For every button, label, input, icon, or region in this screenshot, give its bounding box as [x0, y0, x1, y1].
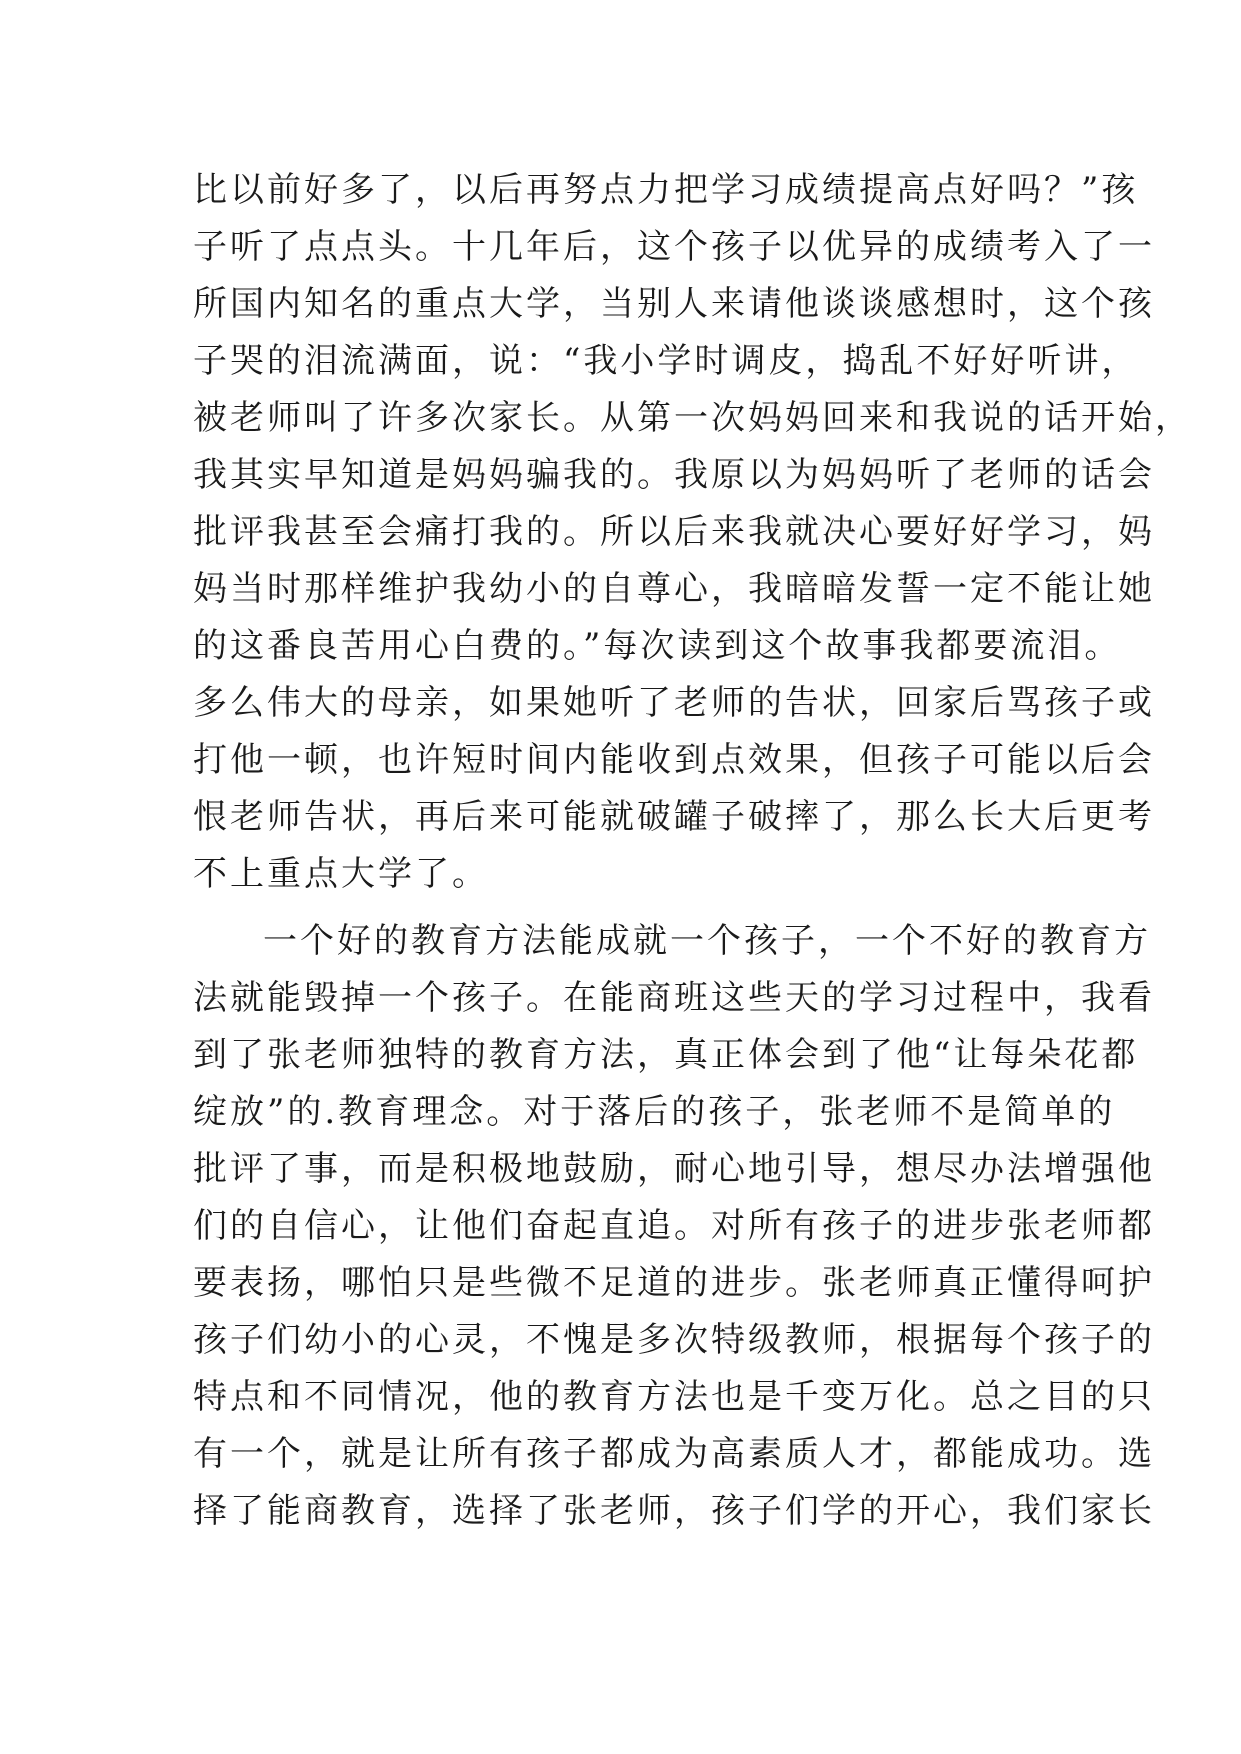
text-line: 被老师叫了许多次家长。从第一次妈妈回来和我说的话开始，	[193, 398, 1192, 438]
paragraph-2	[193, 913, 1155, 1540]
text-line: 子哭的泪流满面，说：“我小学时调皮，捣乱不好好听讲，	[193, 341, 1139, 381]
text-line: 绽放”的.教育理念。对于落后的孩子，张老师不是简单的	[193, 1092, 1116, 1132]
text-line: 法就能毁掉一个孩子。在能商班这些天的学习过程中，我看	[193, 978, 1155, 1018]
text-line: 孩子们幼小的心灵，不愧是多次特级教师，根据每个孩子的	[193, 1320, 1155, 1360]
text-line: 比以前好多了，以后再努点力把学习成绩提高点好吗？”孩	[193, 170, 1139, 210]
text-line: 择了能商教育，选择了张老师，孩子们学的开心，我们家长	[193, 1491, 1155, 1531]
text-line: 一个好的教育方法能成就一个孩子，一个不好的教育方	[263, 921, 1151, 961]
text-line: 批评了事，而是积极地鼓励，耐心地引导，想尽办法增强他	[193, 1149, 1155, 1189]
text-line: 妈当时那样维护我幼小的自尊心，我暗暗发誓一定不能让她	[193, 569, 1155, 609]
text-line: 恨老师告状，再后来可能就破罐子破摔了，那么长大后更考	[193, 797, 1155, 837]
paragraph-1	[193, 162, 1192, 903]
text-line: 的这番良苦用心白费的。”每次读到这个故事我都要流泪。	[193, 626, 1122, 666]
text-line: 批评我甚至会痛打我的。所以后来我就决心要好好学习，妈	[193, 512, 1155, 552]
text-line: 多么伟大的母亲，如果她听了老师的告状，回家后骂孩子或	[193, 683, 1155, 723]
text-line: 要表扬，哪怕只是些微不足道的进步。张老师真正懂得呵护	[193, 1263, 1155, 1303]
document-body	[193, 162, 1192, 1540]
text-line: 们的自信心，让他们奋起直追。对所有孩子的进步张老师都	[193, 1206, 1155, 1246]
text-line: 有一个，就是让所有孩子都成为高素质人才，都能成功。选	[193, 1434, 1155, 1474]
text-line: 子听了点点头。十几年后，这个孩子以优异的成绩考入了一	[193, 227, 1155, 267]
text-line: 不上重点大学了。	[193, 854, 489, 894]
text-line: 我其实早知道是妈妈骗我的。我原以为妈妈听了老师的话会	[193, 455, 1155, 495]
text-line: 特点和不同情况，他的教育方法也是千变万化。总之目的只	[193, 1377, 1155, 1417]
text-line: 到了张老师独特的教育方法，真正体会到了他“让每朵花都	[193, 1035, 1139, 1075]
text-line: 所国内知名的重点大学，当别人来请他谈谈感想时，这个孩	[193, 284, 1155, 324]
text-line: 打他一顿，也许短时间内能收到点效果，但孩子可能以后会	[193, 740, 1155, 780]
paragraph-gap	[193, 903, 1053, 913]
